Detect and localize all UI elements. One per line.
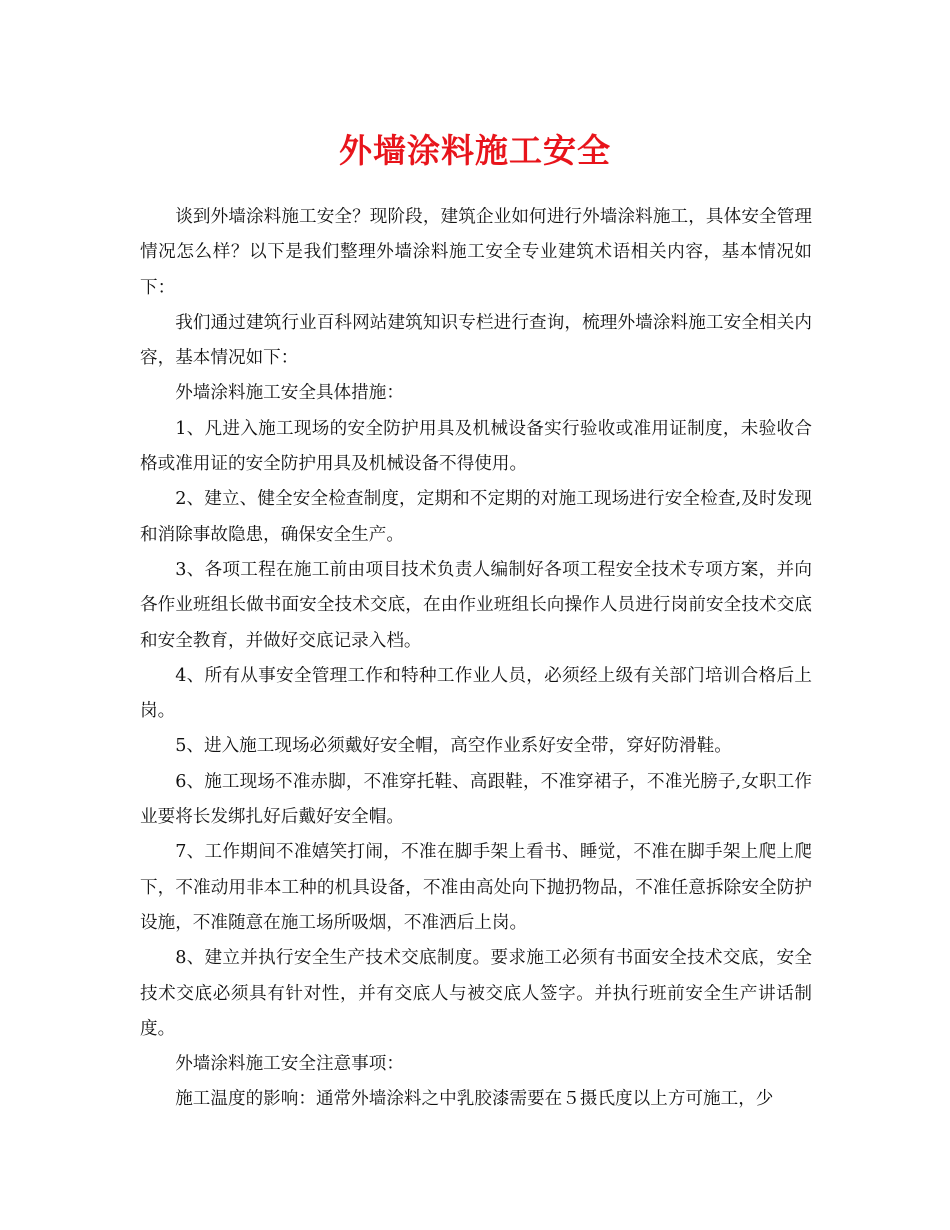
measure-item-2: 2、建立、健全安全检查制度，定期和不定期的对施工现场进行安全检查,及时发现和消除事故隐患，确保安全生产。 xyxy=(140,489,812,545)
measure-item-8: 8、建立并执行安全生产技术交底制度。要求施工必须有书面安全技术交底，安全技术交底必须具有针对性，并有交底人与被交底人签字。并执行班前安全生产讲话制度。 xyxy=(140,948,812,1039)
section-heading-notes: 外墙涂料施工安全注意事项： xyxy=(175,1054,404,1075)
section-heading-measures: 外墙涂料施工安全具体措施： xyxy=(175,383,404,404)
paragraph-intro: 谈到外墙涂料施工安全？现阶段，建筑企业如何进行外墙涂料施工，具体安全管理情况怎么样？以下是我们整理外墙涂料施工安全专业建筑术语相关内容，基本情况如下： xyxy=(140,207,812,298)
measure-item-3: 3、各项工程在施工前由项目技术负责人编制好各项工程安全技术专项方案，并向各作业班组长做书面安全技术交底，在由作业班组长向操作人员进行岗前安全技术交底和安全教育，并做好交底记录入档。 xyxy=(140,559,812,651)
measure-item-7: 7、工作期间不准嬉笑打闹，不准在脚手架上看书、睡觉，不准在脚手架上爬上爬下，不准动用非本工种的机具设备，不准由高处向下抛扔物品，不准任意拆除安全防护设施，不准随意在施工场所吸烟，不准洒后上岗。 xyxy=(140,842,812,933)
note-temperature: 施工温度的影响：通常外墙涂料之中乳胶漆需要在５摄氏度以上方可施工，少 xyxy=(175,1089,774,1110)
measure-item-1: 1、凡进入施工现场的安全防护用具及机械设备实行验收或准用证制度，未验收合格或准用证的安全防护用具及机械设备不得使用。 xyxy=(140,418,812,475)
document-title: 外墙涂料施工安全 xyxy=(339,131,611,170)
measure-item-6: 6、施工现场不准赤脚，不准穿托鞋、高跟鞋，不准穿裙子，不准光膀子,女职工作业要将长发绑扎好后戴好安全帽。 xyxy=(140,771,812,828)
document-body xyxy=(140,200,812,1118)
paragraph-source: 我们通过建筑行业百科网站建筑知识专栏进行查询，梳理外墙涂料施工安全相关内容，基本情况如下： xyxy=(140,312,812,369)
measure-item-5: 5、进入施工现场必须戴好安全帽，高空作业系好安全带，穿好防滑鞋。 xyxy=(175,736,732,757)
measure-item-4: 4、所有从事安全管理工作和特种工作业人员，必须经上级有关部门培训合格后上岗。 xyxy=(140,665,812,722)
